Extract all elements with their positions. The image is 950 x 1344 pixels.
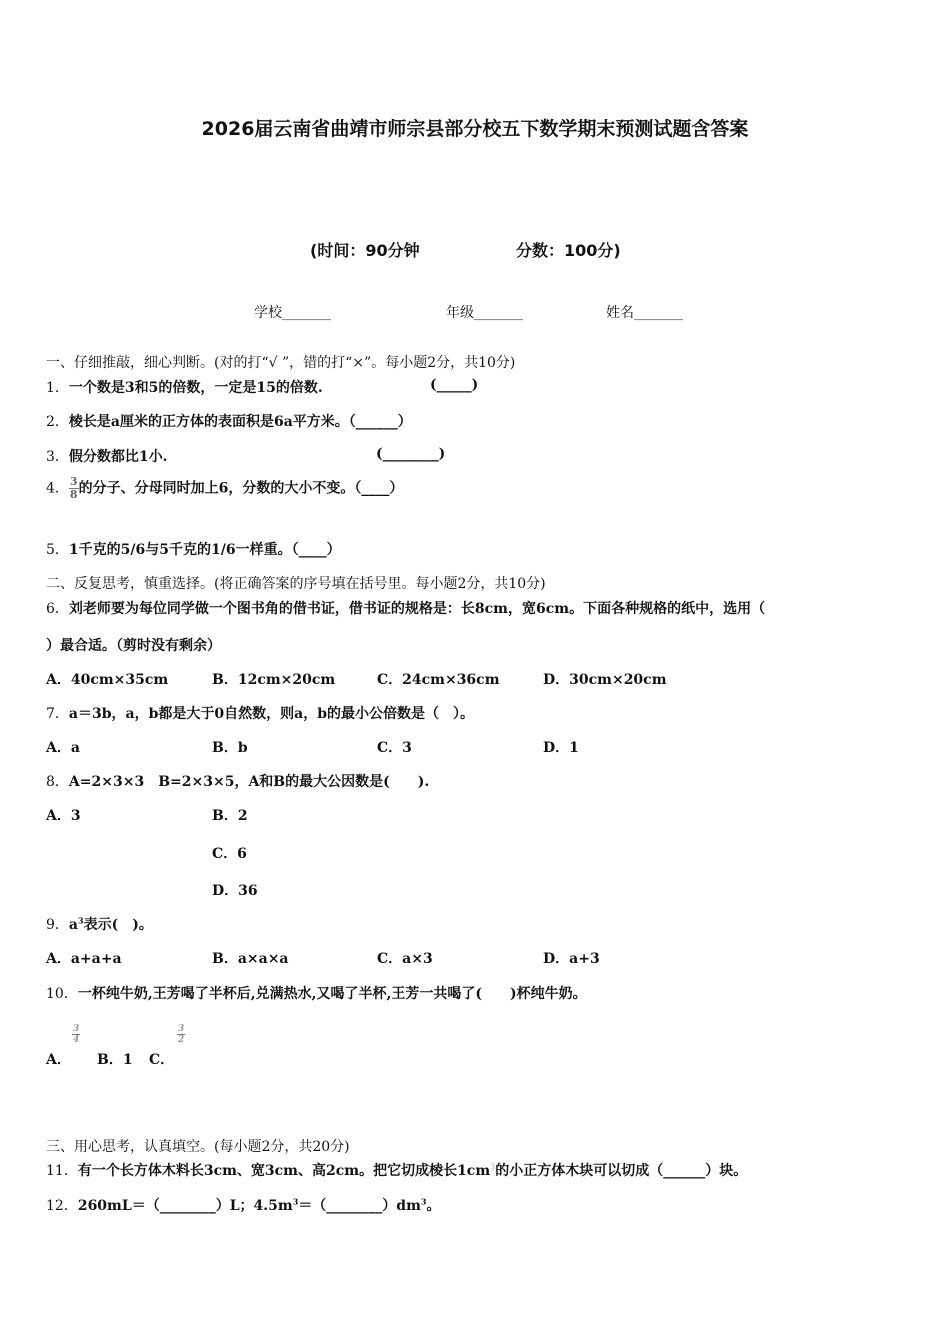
option-a: A．a+a+a	[46, 951, 122, 967]
question-text: 1千克的5/6与5千克的1/6一样重。（____）	[68, 542, 341, 558]
option-b: B．b	[212, 740, 248, 756]
question-text: 260mL＝（________）L；4.5m	[77, 1198, 293, 1214]
option-c: C．	[149, 1052, 175, 1068]
option-a: A．	[46, 1052, 71, 1068]
question-2	[46, 411, 412, 431]
question-6-continued: ）最合适。（剪时没有剩余）	[46, 638, 221, 654]
option-b: B．a×a×a	[212, 951, 289, 967]
document-title: 2026届云南省曲靖市师宗县部分校五下数学期末预测试题含答案	[201, 118, 749, 140]
option-a: A．3	[46, 808, 81, 824]
question-9	[46, 914, 153, 934]
question-number: 11．	[46, 1163, 78, 1179]
unit-exponent: 3	[292, 1196, 299, 1207]
school-field: 学校_______	[254, 305, 331, 321]
question-8	[46, 771, 429, 791]
question-1-blank: (_____)	[430, 377, 479, 393]
question-number: 6．	[46, 601, 69, 617]
question-text: 一个数是3和5的倍数，一定是15的倍数.	[68, 380, 323, 396]
question-text: 假分数都比1小.	[68, 449, 168, 465]
section3-header: 三、用心思考，认真填空。(每小题2分，共20分)	[46, 1139, 350, 1155]
question-7	[46, 703, 474, 723]
option-a: A．40cm×35cm	[46, 672, 169, 688]
exam-score: 分数：100分)	[516, 241, 621, 260]
question-number: 12．	[46, 1198, 78, 1214]
power-exponent: 3	[78, 915, 84, 926]
option-d: D．1	[543, 740, 579, 756]
question-number: 8．	[46, 774, 69, 790]
question-text: 的分子、分母同时加上6，分数的大小不变。（____）	[78, 480, 404, 497]
question-text: 刘老师要为每位同学做一个图书角的借书证，借书证的规格是：长8cm，宽6cm。下面各种规格的纸中，选用（	[68, 601, 766, 617]
option-a: A．a	[46, 740, 80, 756]
question-text-end: 。	[426, 1198, 441, 1214]
option-b: B．12cm×20cm	[212, 672, 336, 688]
grade-field: 年级_______	[446, 305, 523, 321]
option-c: C．a×3	[377, 951, 433, 967]
question-number: 10．	[46, 986, 78, 1002]
name-field: 姓名_______	[606, 305, 683, 321]
unit-exponent: 3	[420, 1196, 427, 1207]
question-3	[46, 446, 168, 466]
option-d: D．36	[212, 883, 258, 899]
option-d: D．a+3	[543, 951, 600, 967]
question-number: 3．	[46, 449, 69, 465]
question-number: 2．	[46, 414, 69, 430]
question-number: 5．	[46, 542, 69, 558]
option-b: B．1	[97, 1052, 133, 1068]
question-text: 一杯纯牛奶,王芳喝了半杯后,兑满热水,又喝了半杯,王芳一共喝了( )杯纯牛奶。	[77, 986, 587, 1002]
question-text: 有一个长方体木料长3cm、宽3cm、高2cm。把它切成棱长1cm	[77, 1163, 491, 1179]
exam-time: (时间：90分钟	[310, 241, 420, 260]
question-number: 4．	[46, 480, 69, 497]
option-d: D．30cm×20cm	[543, 672, 667, 688]
option-c: C．24cm×36cm	[377, 672, 500, 688]
unit-exponent: 3	[490, 1162, 496, 1172]
question-6	[46, 598, 765, 618]
option-b: B．2	[212, 808, 248, 824]
question-4	[46, 476, 403, 501]
fraction-three-halves: $\frac{3}{2}$	[178, 1024, 185, 1045]
question-5	[46, 539, 341, 559]
question-1	[46, 377, 323, 397]
section1-header: 一、仔细推敲，细心判断。(对的打“√ ”，错的打“×”。每小题2分，共10分)	[46, 355, 516, 371]
power-base: a	[68, 917, 78, 933]
question-text-continued: 的小正方体木块可以切成（______）块。	[495, 1163, 748, 1179]
question-text: A=2×3×3 B=2×3×5，A和B的最大公因数是( ).	[68, 774, 430, 790]
fraction-three-eighths: $\frac{3}{8}$	[69, 475, 78, 501]
question-12	[46, 1195, 441, 1215]
question-text: 棱长是a厘米的正方体的表面积是6a平方米。（______）	[68, 414, 412, 430]
question-number: 9．	[46, 917, 69, 933]
question-number: 7．	[46, 706, 69, 722]
question-number: 1．	[46, 380, 69, 396]
option-c: C．3	[377, 740, 412, 756]
fraction-three-quarters: $\frac{3}{4}$	[73, 1024, 80, 1045]
question-text: 表示( )。	[83, 917, 153, 933]
section2-header: 二、反复思考，慎重选择。(将正确答案的序号填在括号里。每小题2分，共10分)	[46, 576, 546, 592]
question-10	[46, 983, 587, 1003]
question-text: a＝3b，a，b都是大于0自然数，则a，b的最小公倍数是（ ）。	[68, 706, 474, 722]
question-3-blank: (________)	[376, 446, 446, 462]
option-c: C．6	[212, 846, 247, 862]
question-11	[46, 1160, 747, 1180]
question-text-continued: ＝（________）dm	[298, 1198, 421, 1214]
